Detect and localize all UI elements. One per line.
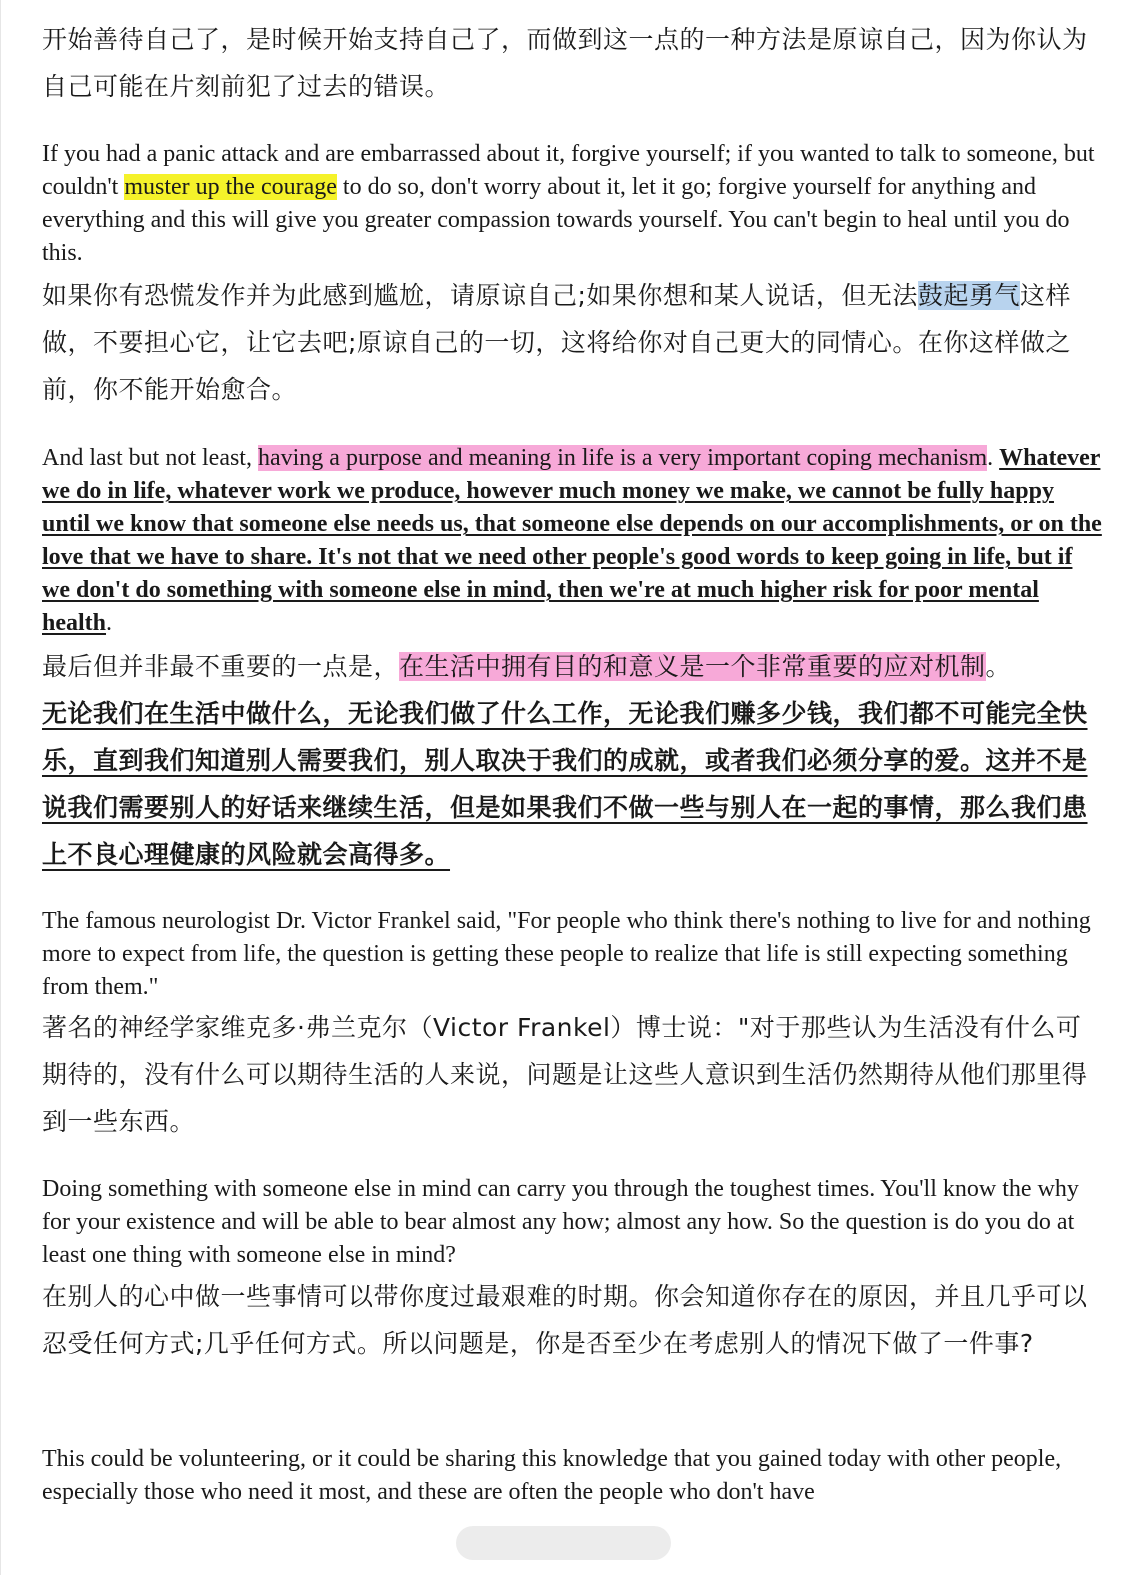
highlight-purpose-meaning: having a purpose and meaning in life is a very important coping mechanism: [257, 445, 988, 471]
paragraph-4-chinese: [42, 1004, 1092, 1145]
paragraph-5-chinese-text: 在别人的心中做一些事情可以带你度过最艰难的时期。你会知道你存在的原因，并且几乎可以忍受任何方式;几乎任何方式。所以问题是，你是否至少在考虑别人的情况下做了一件事?: [42, 1282, 1088, 1358]
paragraph-3-english-text-b: .: [987, 445, 1000, 471]
paragraph-2-chinese-text-a: 如果你有恐慌发作并为此感到尴尬，请原谅自己;如果你想和某人说话，但无法: [42, 281, 918, 310]
paragraph-1-chinese: [42, 16, 1092, 110]
paragraph-6-english-text: This could be volunteering, or it could be sharing this knowledge that you gained today with other people, especially those who need it most, and these are often the people who don't have: [42, 1446, 1062, 1505]
paragraph-6-english: [42, 1443, 1102, 1509]
paragraph-4-english: [42, 905, 1102, 1004]
watermark: [456, 1526, 671, 1560]
paragraph-2-english-text-b: to do so, don't worry about it, let it go; forgive yourself for anything and everything and this will give you greater compassion towards yourself. You can't begin to heal until you do this.: [42, 174, 1070, 266]
paragraph-3-english-text-a: And last but not least,: [42, 445, 258, 471]
paragraph-5-english-text: Doing something with someone else in mind can carry you through the toughest times. You'll know the why for your existence and will be able to bear almost any how; almost any how. So the question is do you do at least one thing with someone else in mind?: [42, 1176, 1079, 1268]
bold-underlined-passage: Whatever we do in life, whatever work we produce, however much money we make, we cannot be fully happy until we know that someone else needs us, that someone else depends on our accomplishments, or on the love that we have to share. It's not that we need other people's good words to keep going in life, but if we don't do something with someone else in mind, then we're at much higher risk for poor mental health: [42, 445, 1102, 636]
paragraph-5-english: [42, 1173, 1102, 1272]
paragraph-3-english: [42, 442, 1102, 640]
highlight-purpose-chinese: 在生活中拥有目的和意义是一个非常重要的应对机制: [399, 652, 986, 681]
highlight-courage-chinese: 鼓起勇气: [917, 281, 1020, 310]
highlight-muster-courage: muster up the courage: [124, 174, 337, 200]
paragraph-3-english-text-c: .: [106, 610, 113, 636]
bold-underlined-chinese-passage: 无论我们在生活中做什么，无论我们做了什么工作，无论我们赚多少钱，我们都不可能完全快乐，直到我们知道别人需要我们，别人取决于我们的成就，或者我们必须分享的爱。这并不是说我们需要别人的好话来继续生活，但是如果我们不做一些与别人在一起的事情，那么我们患上不良心理健康的风险就会高得多。: [42, 699, 1088, 869]
paragraph-3-chinese: [42, 643, 1092, 878]
paragraph-5-chinese: [42, 1273, 1092, 1367]
paragraph-3-chinese-text-a: 最后但并非最不重要的一点是，: [42, 652, 400, 681]
paragraph-4-english-text: The famous neurologist Dr. Victor Frankel said, "For people who think there's nothing to live for and nothing more to expect from life, the question is getting these people to realize that life is still expecting something from them.": [42, 908, 1091, 1000]
paragraph-2-english-text-a: If you had a panic attack and are embarrassed about it, forgive yourself; if you wanted to talk to someone, but couldn't: [42, 141, 1095, 200]
paragraph-3-chinese-text-b: 。: [985, 652, 1012, 681]
paragraph-1-chinese-text: 开始善待自己了，是时候开始支持自己了，而做到这一点的一种方法是原谅自己，因为你认为自己可能在片刻前犯了过去的错误。: [42, 25, 1088, 101]
paragraph-4-chinese-text: 著名的神经学家维克多·弗兰克尔（Victor Frankel）博士说："对于那些认为生活没有什么可期待的，没有什么可以期待生活的人来说，问题是让这些人意识到生活仍然期待从他们那里得到一些东西。: [42, 1013, 1088, 1136]
paragraph-2-english: [42, 138, 1102, 270]
paragraph-2-chinese: [42, 272, 1092, 413]
paragraph-2-chinese-text-b: 这样做，不要担心它，让它去吧;原谅自己的一切，这将给你对自己更大的同情心。在你这样做之前，你不能开始愈合。: [42, 281, 1071, 404]
